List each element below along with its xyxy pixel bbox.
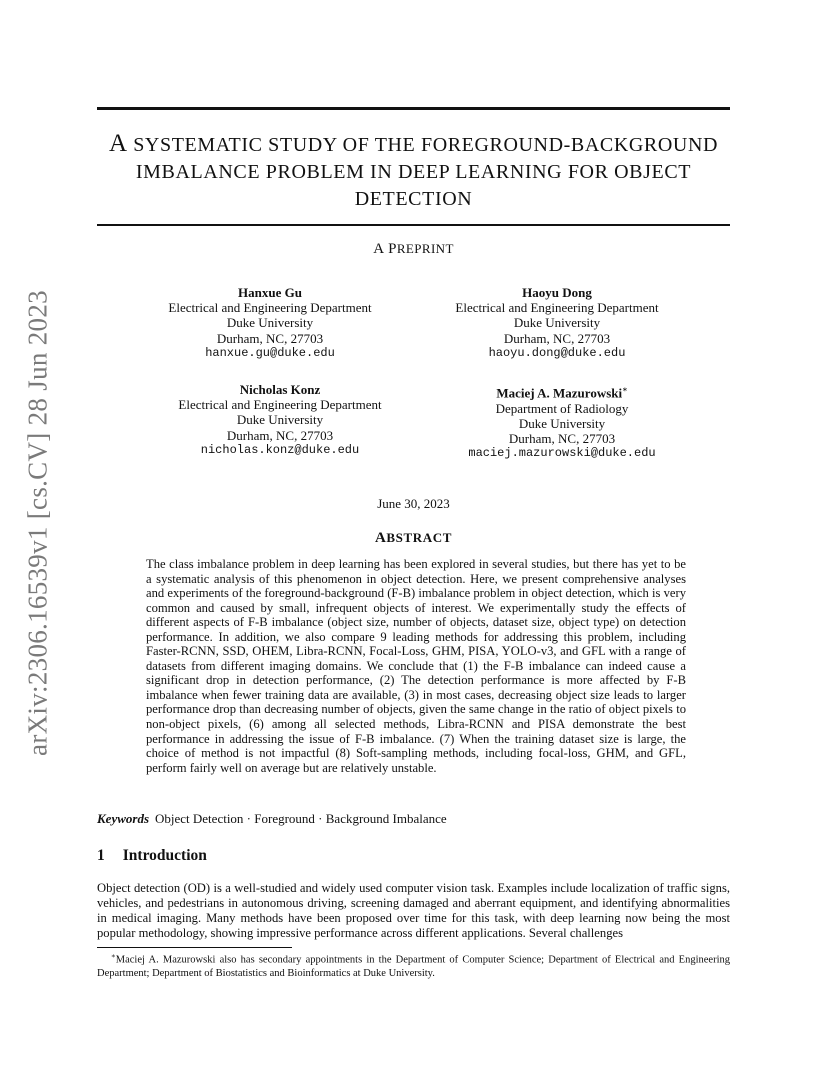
section-heading-introduction xyxy=(97,847,207,865)
author-name xyxy=(432,382,692,401)
author-email[interactable]: maciej.mazurowski@duke.edu xyxy=(468,446,656,461)
keywords-text: Object Detection · Foreground · Background Imbalance xyxy=(155,811,447,826)
preprint-rest: REPRINT xyxy=(396,241,454,256)
section-title: Introduction xyxy=(122,847,207,864)
author-name-text: Maciej A. Mazurowski xyxy=(496,385,623,401)
paper-date: June 30, 2023 xyxy=(377,496,450,511)
title-top-rule xyxy=(97,107,730,110)
abstract-heading-initial: A xyxy=(374,530,387,546)
title-initial: A xyxy=(108,130,128,157)
author-email[interactable]: haoyu.dong@duke.edu xyxy=(488,345,626,360)
arxiv-identifier-sidebar xyxy=(16,288,60,758)
arxiv-identifier-text: arXiv:2306.16539v1 [cs.CV] 28 Jun 2023 xyxy=(22,290,53,756)
author-affiliation: Electrical and Engineering Department xyxy=(455,300,659,316)
author-institution: Duke University xyxy=(236,412,324,428)
title-line-2: IMBALANCE PROBLEM IN DEEP LEARNING FOR OBJECT xyxy=(135,161,692,183)
footnote-rule xyxy=(97,947,292,948)
footnote xyxy=(97,950,730,980)
author-name: Haoyu Dong xyxy=(522,285,592,300)
author-institution: Duke University xyxy=(518,415,606,431)
author-email[interactable]: nicholas.konz@duke.edu xyxy=(200,442,360,457)
abstract-text: The class imbalance problem in deep learning has been explored in several studies, but there has yet to be a systematic analysis of this phenomenon in object detection. Here, we present comprehensive analyses and experiments of the foreground-background (F-B) imbalance problem in object detection, which is very common and caused by small, infrequent objects of interest. We experimentally study the effects of different aspects of F-B imbalance (object size, number of objects, dataset size, object type) on detection performance. In addition, we also compare 9 leading methods for addressing this problem, including Faster-RCNN, SSD, OHEM, Libra-RCNN, Focal-Loss, GHM, PISA, YOLO-v3, and GFL with a range of datasets from different imaging domains. We conclude that (1) the F-B imbalance can indeed cause a significant drop in detection performance, (2) The detection performance is more affected by F-B imbalance when fewer training data are available, (3) in most cases, decreasing object size leads to larger performance drop than decreasing number of objects, given the same change in the ratio of object pixels to non-object pixels, (6) among all selected methods, Libra-RCNN and PISA demonstrate the best performance in addressing the issue of F-B imbalance. (7) When the training dataset size is large, the choice of method is not impactful (8) Soft-sampling methods, including focal-loss, GHM, and GFL, perform fairly well on average but are relatively unstable. xyxy=(146,557,686,775)
title-line-3: DETECTION xyxy=(354,188,473,210)
author-address: Durham, NC, 27703 xyxy=(216,330,324,346)
footnote-marker[interactable]: ∗ xyxy=(622,385,628,394)
author-address: Durham, NC, 27703 xyxy=(503,330,611,346)
preprint-label xyxy=(97,241,730,258)
author-address: Durham, NC, 27703 xyxy=(226,427,334,443)
introduction-paragraph: Object detection (OD) is a well-studied and widely used computer vision task. Examples include localization of traffic signs, vehicles, and pedestrians in autonomous driving, screening damaged and aberrant equipment, and identifying abnormalities in medical imaging. Many methods have been proposed over time for this task, with deep learning now being the most popular methodology, showing impressive performance across different applications. Several challenges xyxy=(97,881,730,941)
author-institution: Duke University xyxy=(513,315,601,331)
abstract-heading xyxy=(97,530,730,547)
title-bottom-rule xyxy=(97,224,730,226)
paper-title xyxy=(97,130,730,213)
footnote-mark: ∗ xyxy=(111,952,116,960)
author-affiliation: Department of Radiology xyxy=(495,400,629,416)
footnote-text: Maciej A. Mazurowski also has secondary appointments in the Department of Computer Science; Department of Electrical and Engineering Department; Department of Biostatistics and Bioinformatics at Duke University. xyxy=(97,954,730,979)
author-affiliation: Electrical and Engineering Department xyxy=(178,397,382,413)
preprint-initial-p: P xyxy=(388,241,397,257)
author-email[interactable]: hanxue.gu@duke.edu xyxy=(205,345,335,360)
author-address: Durham, NC, 27703 xyxy=(508,430,616,446)
preprint-initial-a: A xyxy=(373,241,385,257)
keywords-label: Keywords xyxy=(97,811,149,826)
author-block-mazurowski xyxy=(432,382,692,461)
section-number: 1 xyxy=(97,847,105,864)
keywords xyxy=(97,811,730,827)
author-block-gu xyxy=(140,285,400,361)
author-block-konz xyxy=(150,382,410,458)
author-institution: Duke University xyxy=(226,315,314,331)
author-affiliation: Electrical and Engineering Department xyxy=(168,300,372,316)
author-name: Hanxue Gu xyxy=(238,285,302,300)
title-line-1: SYSTEMATIC STUDY OF THE FOREGROUND-BACKGROUND xyxy=(127,134,719,156)
author-block-dong xyxy=(427,285,687,361)
author-name: Nicholas Konz xyxy=(239,382,321,397)
abstract-heading-rest: BSTRACT xyxy=(386,530,453,545)
